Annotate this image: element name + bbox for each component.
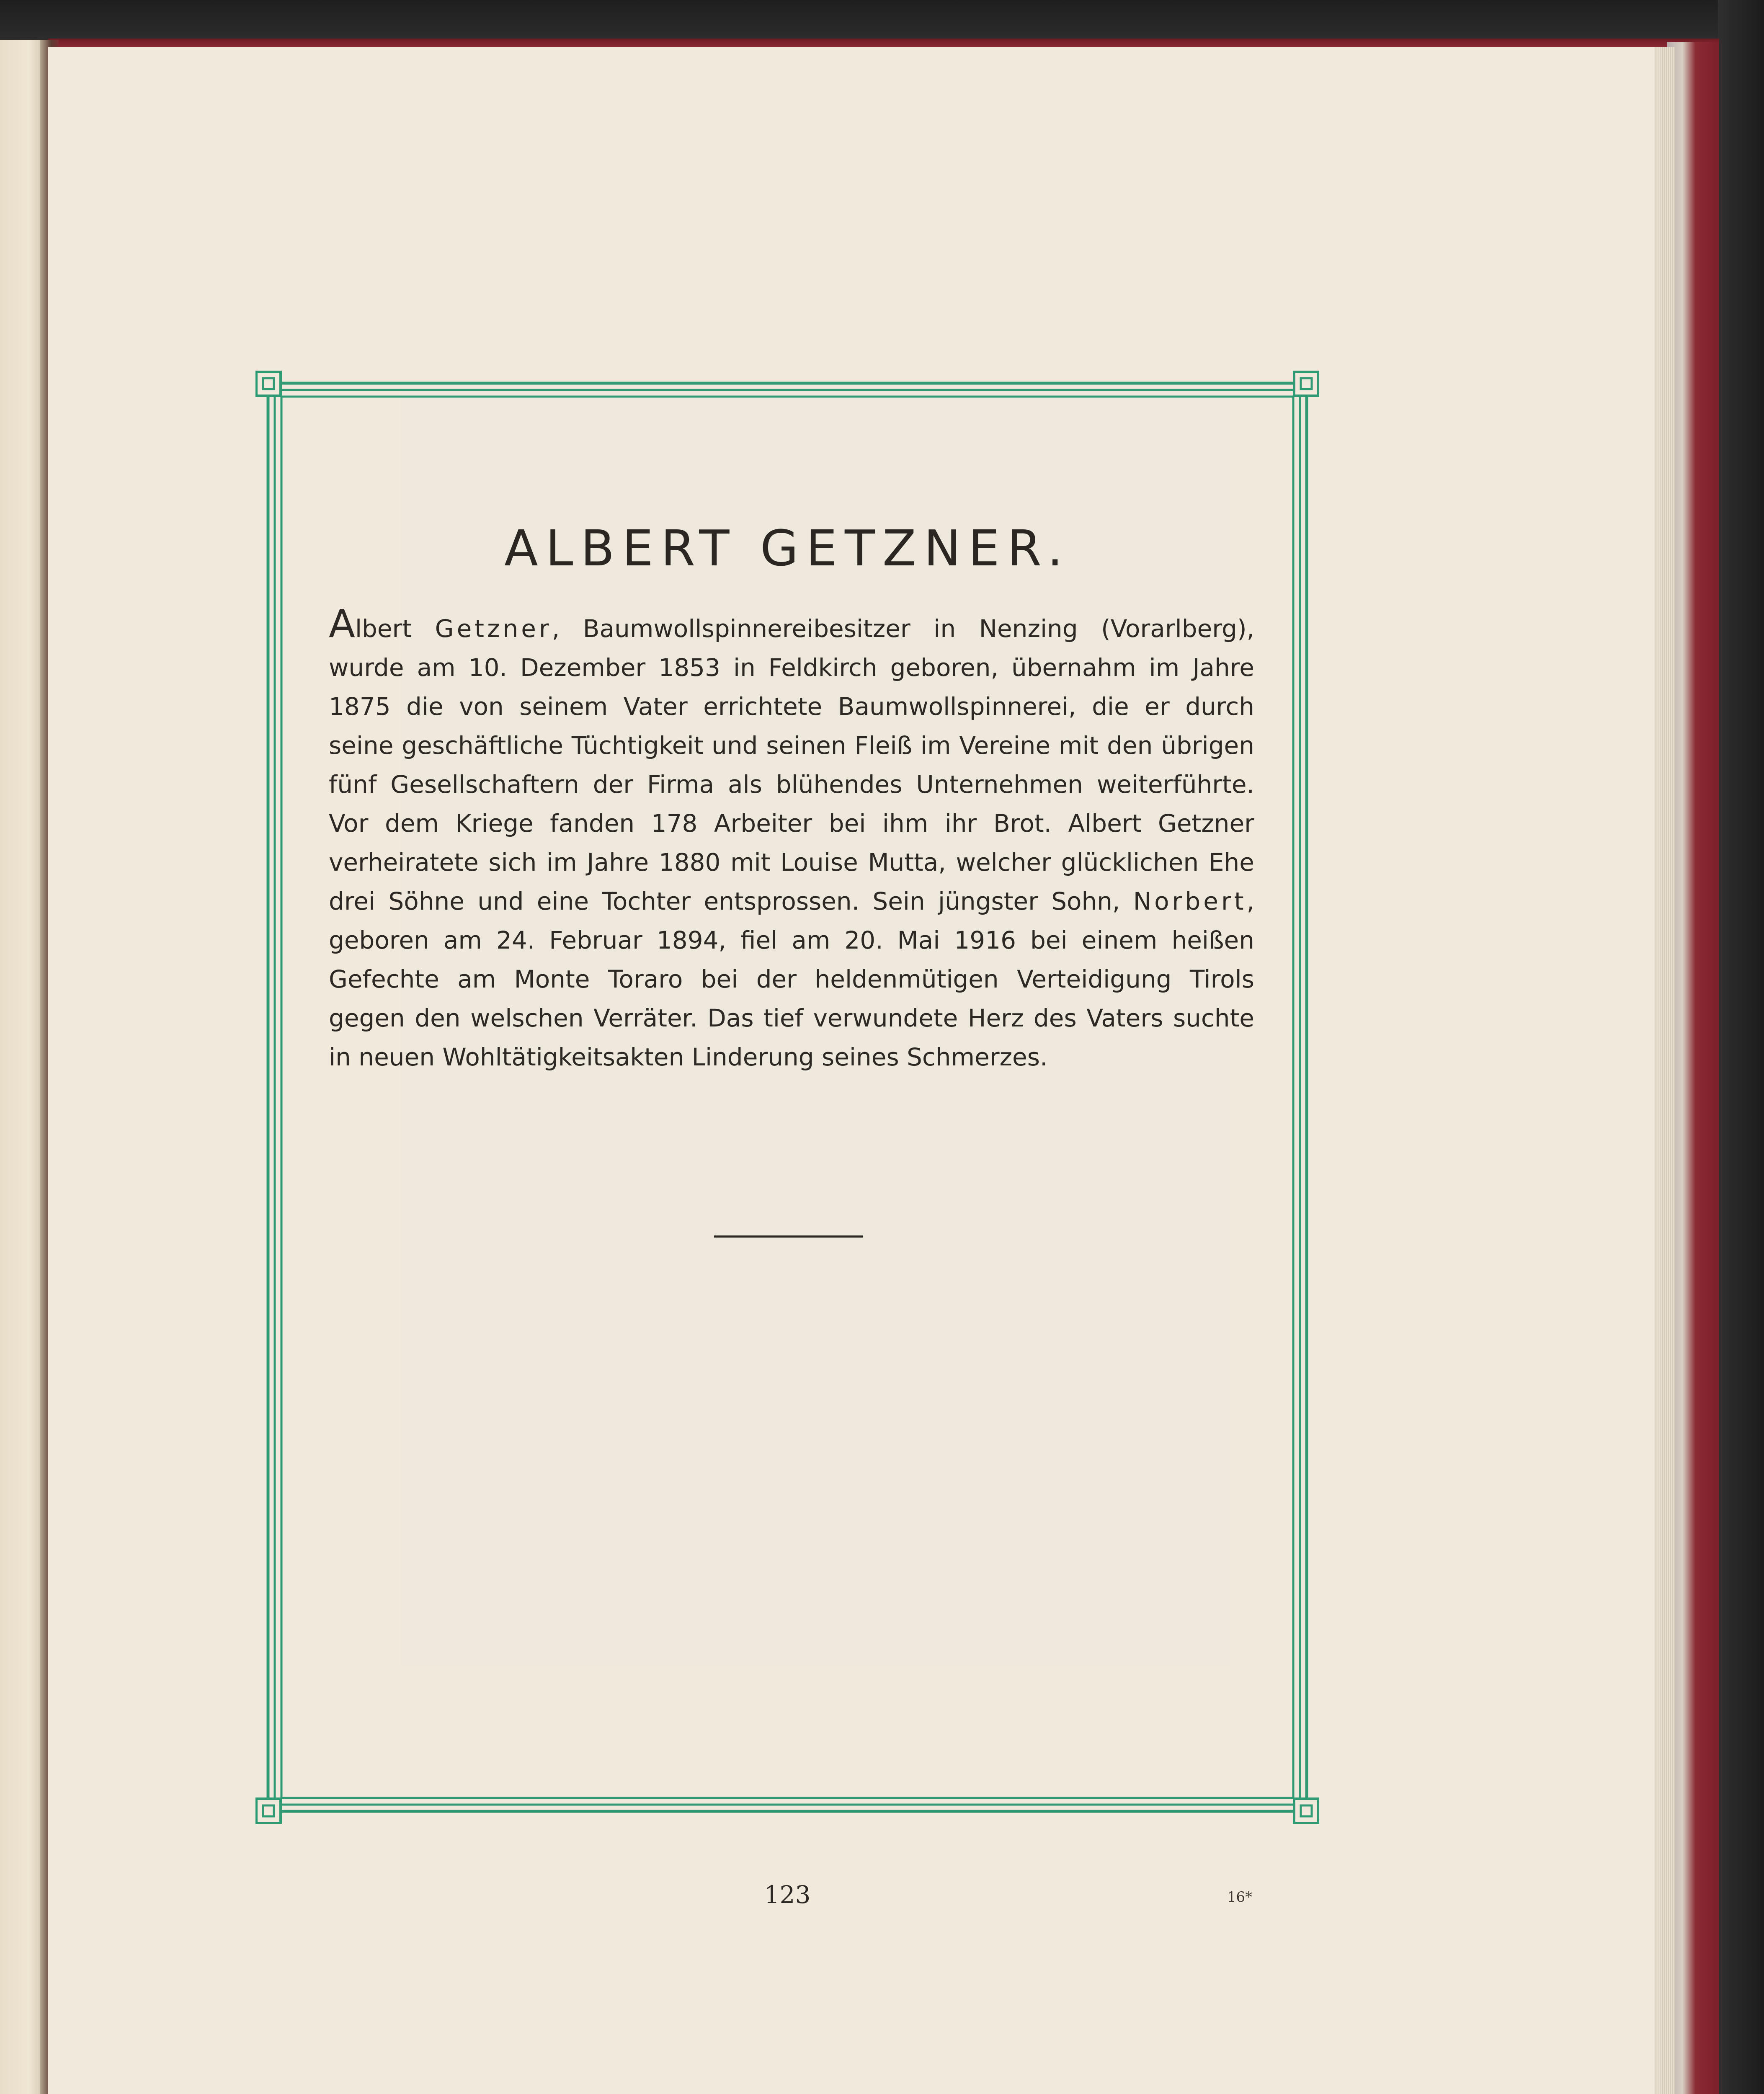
page-title: ALBERT GETZNER.: [504, 519, 1070, 577]
spaced-son-name: Norbert: [1133, 887, 1247, 915]
drop-initial: A: [329, 601, 355, 646]
text-segment: , Baumwollspinnereibesitzer in Nenzing (Vorarlberg), wurde am 10. Dezember 1853 in Feldkirch geboren, übernahm im Jahre 1875 die von seinem Vater errichtete Baumwollspinnerei, die er durch seine geschäftliche Tüchtigkeit und seinen Fleiß im Vereine mit den übrigen fünf Gesellschaftern der Firma als blühendes Unternehmen weiterführte. Vor dem Kriege fanden 178 Arbeiter bei ihm ihr Brot. Albert Getzner verheiratete sich im Jahre 1880 mit Louise Mutta, welcher glücklichen Ehe drei Söhne und eine Tochter entsprossen. Sein jüngster Sohn,: [329, 614, 1255, 915]
separator-rule: [714, 1235, 863, 1238]
page-stack-edge: [1654, 47, 1675, 2094]
frame-border-svg: [255, 371, 1319, 1824]
text-segment: lbert: [355, 614, 435, 643]
signature-mark: 16*: [1227, 1889, 1253, 1906]
page-number: 123: [764, 1880, 811, 1909]
spaced-name: Getzner: [435, 614, 552, 643]
book-cover-top-edge: [48, 39, 1719, 48]
text-segment: , geboren am 24. Februar 1894, fiel am 20. Mai 1916 bei einem heißen Gefechte am Monte Toraro bei der heldenmütigen Verteidigung Tirols gegen den welschen Verräter. Das tief verwundete Herz des Vaters suchte in neuen Wohltätigkeitsakten Linderung seines Schmerzes.: [329, 887, 1254, 1071]
decorative-frame: [255, 371, 1319, 1824]
leather-background-right: [1718, 0, 1764, 2094]
biography-paragraph: [329, 601, 1255, 1077]
biography-text: [329, 601, 1255, 1077]
